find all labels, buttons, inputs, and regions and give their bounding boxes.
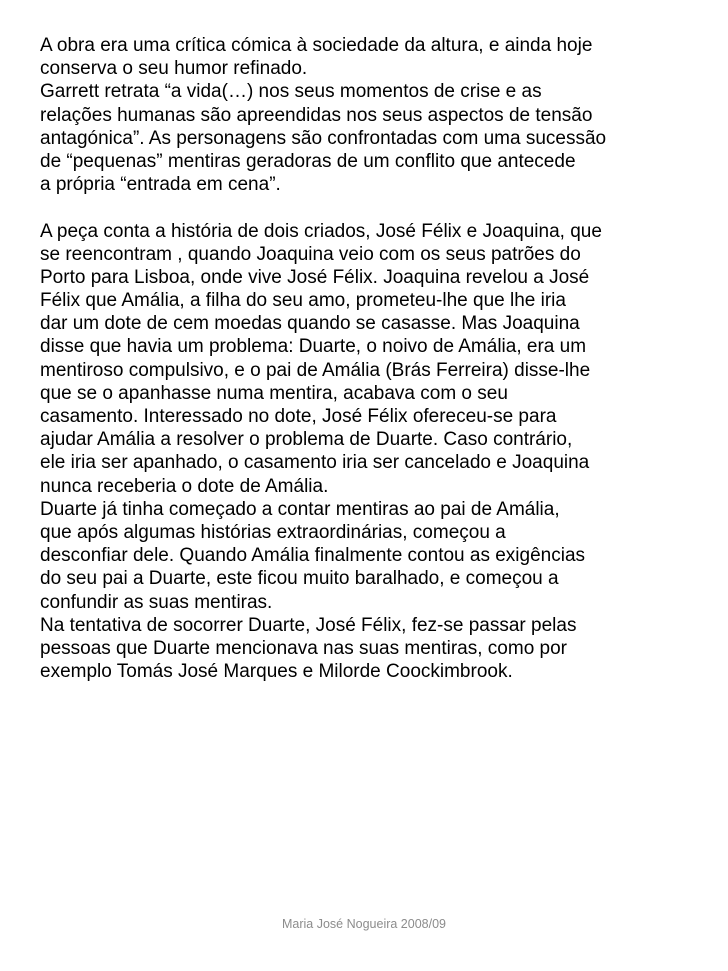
paragraph (40, 34, 720, 80)
body-text (40, 34, 720, 683)
text-line: ajudar Amália a resolver o problema de Duarte. Caso contrário, (40, 429, 573, 451)
text-line: Garrett retrata “a vida(…) nos seus momentos de crise e as (40, 81, 542, 103)
text-line: mentiroso compulsivo, e o pai de Amália (Brás Ferreira) disse-lhe (40, 359, 591, 381)
text-line: Duarte já tinha começado a contar mentiras ao pai de Amália, (40, 498, 560, 520)
text-line: Félix que Amália, a filha do seu amo, prometeu-lhe que lhe iria (40, 290, 566, 312)
text-line: a própria “entrada em cena”. (40, 174, 281, 196)
text-line: Na tentativa de socorrer Duarte, José Félix, fez-se passar pelas (40, 614, 577, 636)
text-line: nunca receberia o dote de Amália. (40, 475, 329, 497)
paragraph (40, 498, 720, 614)
text-line: que se o apanhasse numa mentira, acabava com o seu (40, 382, 508, 404)
text-line: conserva o seu humor refinado. (40, 58, 308, 80)
paragraph (40, 614, 720, 684)
paragraph (40, 80, 720, 196)
text-line: antagónica”. As personagens são confrontadas com uma sucessão (40, 127, 607, 149)
text-line: do seu pai a Duarte, este ficou muito baralhado, e começou a (40, 568, 559, 590)
text-line: desconfiar dele. Quando Amália finalmente contou as exigências (40, 545, 586, 567)
text-line: se reencontram , quando Joaquina veio com os seus patrões do (40, 243, 581, 265)
text-line: exemplo Tomás José Marques e Milorde Coockimbrook. (40, 661, 513, 683)
text-line: relações humanas são apreendidas nos seus aspectos de tensão (40, 104, 593, 126)
paragraph (40, 220, 720, 498)
text-line: de “pequenas” mentiras geradoras de um conflito que antecede (40, 150, 576, 172)
text-line: disse que havia um problema: Duarte, o noivo de Amália, era um (40, 336, 587, 358)
text-line: Porto para Lisboa, onde vive José Félix. Joaquina revelou a José (40, 266, 590, 288)
text-line: dar um dote de cem moedas quando se casasse. Mas Joaquina (40, 313, 580, 335)
text-line: confundir as suas mentiras. (40, 591, 273, 613)
text-line: A peça conta a história de dois criados, José Félix e Joaquina, que (40, 220, 602, 242)
text-line: A obra era uma crítica cómica à sociedade da altura, e ainda hoje (40, 35, 593, 56)
text-line: que após algumas histórias extraordinárias, começou a (40, 521, 506, 543)
footer-author: Maria José Nogueira 2008/09 (282, 917, 446, 931)
text-line: ele iria ser apanhado, o casamento iria ser cancelado e Joaquina (40, 452, 590, 474)
text-line: pessoas que Duarte mencionava nas suas mentiras, como por (40, 637, 567, 659)
text-line: casamento. Interessado no dote, José Félix ofereceu-se para (40, 406, 557, 427)
paragraph-gap (40, 196, 720, 219)
